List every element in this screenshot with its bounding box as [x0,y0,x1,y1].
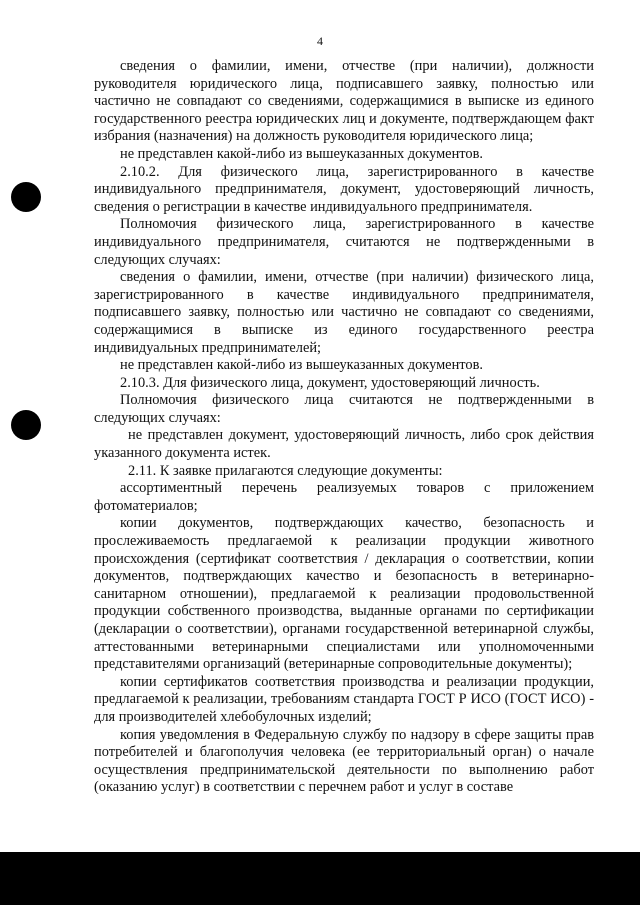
scan-border [0,852,640,905]
paragraph: 2.10.3. Для физического лица, документ, удостоверяющий личность. [120,374,540,391]
paragraph: не представлен какой-либо из вышеуказанных документов. [120,145,483,162]
paragraph: не представлен какой-либо из вышеуказанных документов. [120,357,483,374]
page-number: 4 [317,34,323,48]
paragraph: Полномочия физического лица, зарегистрированного в качестве индивидуального предпринимателя, считаются не подтвержденными в следующих случаях: [94,216,594,268]
paragraph: Полномочия физического лица считаются не подтвержденными в следующих случаях: [94,392,594,426]
paragraph: ассортиментный перечень реализуемых товаров с приложением фотоматериалов; [94,480,594,514]
paragraph: 2.10.2. Для физического лица, зарегистрированного в качестве индивидуального предпринимателя, документ, удостоверяющий личность, сведения о регистрации в качестве индивидуального предпринимателя. [94,163,594,215]
punch-hole [11,410,41,440]
paragraph: 2.11. К заявке прилагаются следующие документы: [128,462,443,479]
paragraph: сведения о фамилии, имени, отчестве (при наличии) физического лица, зарегистрированного в качестве индивидуального предпринимателя, подписавшего заявку, полностью или частично не совпадают со сведениями, содержащимися в выписке из единого государственного реестра индивидуальных предпринимателей; [94,269,594,356]
paragraph: копия уведомления в Федеральную службу по надзору в сфере защиты прав потребителей и благополучия человека (ее территориальный орган) о начале осуществления предпринимательской деятельности по выполнению работ (оказанию услуг) в соответствии с перечнем работ и услуг в составе [94,726,594,796]
paragraph: копии сертификатов соответствия производства и реализации продукции, предлагаемой к реализации, требованиям стандарта ГОСТ Р ИСО (ГОСТ ИСО) - для производителей хлебобулочных изделий; [94,673,594,725]
document-body [94,58,594,797]
paragraph: копии документов, подтверждающих качество, безопасность и прослеживаемость предлагаемой к реализации продукции животного происхождения (сертификат соответствия / декларация о соответствии, копии документов, подтверждающих качество и безопасность в ветеринарно-санитарном отношении), предлагаемой к реализации продовольственной продукции собственного производства, выданные органами по сертификации (декларации о соответствии), органами государственной ветеринарной службы, аттестованными ветеринарными специалистами или уполномоченными представителями организаций (ветеринарные сопроводительные документы); [94,515,594,673]
paragraph: не представлен документ, удостоверяющий личность, либо срок действия указанного документа истек. [94,427,594,462]
punch-hole [11,182,41,212]
paragraph: сведения о фамилии, имени, отчестве (при наличии), должности руководителя юридического лица, подписавшего заявку, полностью или частично не совпадают со сведениями, содержащимися в выписке из единого государственного реестра юридических лиц и документе, подтверждающем факт избрания (назначения) на должность руководителя юридического лица; [94,58,594,145]
